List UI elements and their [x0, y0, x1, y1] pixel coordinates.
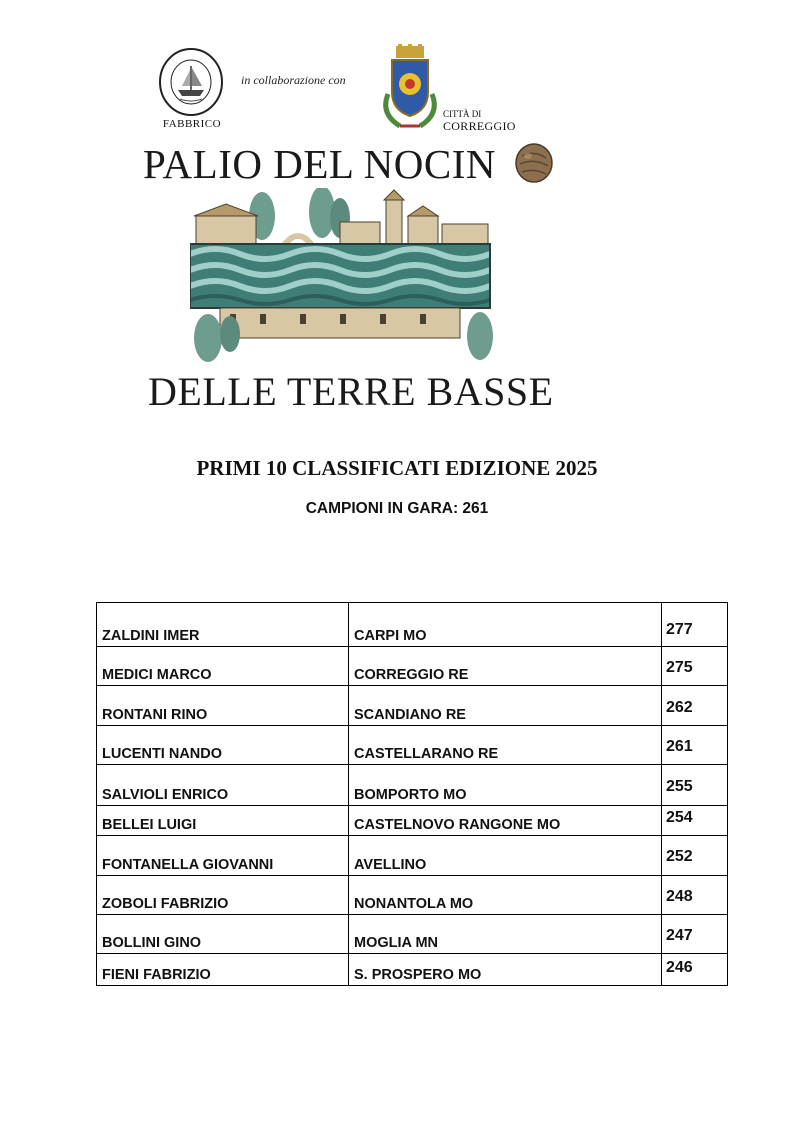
competitor-place: BOMPORTO MO [349, 765, 662, 806]
competitor-place: SCANDIANO RE [349, 686, 662, 726]
competitor-score: 246 [662, 954, 728, 986]
seal-caption: FABBRICO [162, 118, 222, 130]
table-row [97, 647, 728, 686]
competitor-name: ZALDINI IMER [97, 603, 349, 647]
town-river-illustration [190, 188, 504, 364]
competitor-name: BELLEI LUIGI [97, 806, 349, 836]
table-row [97, 806, 728, 836]
competitor-name: SALVIOLI ENRICO [97, 765, 349, 806]
competitor-name: MEDICI MARCO [97, 647, 349, 686]
competitor-score: 277 [662, 603, 728, 647]
competitor-score: 254 [662, 806, 728, 836]
competitor-place: CARPI MO [349, 603, 662, 647]
event-title-bottom: DELLE TERRE BASSE [148, 369, 554, 414]
compagnia-seal-logo [156, 46, 226, 118]
competitor-score: 247 [662, 915, 728, 954]
competitor-place: CORREGGIO RE [349, 647, 662, 686]
city-label [443, 108, 516, 132]
competitor-place: NONANTOLA MO [349, 876, 662, 915]
event-title-top: PALIO DEL NOCIN [143, 141, 496, 187]
competitor-name: BOLLINI GINO [97, 915, 349, 954]
competitor-place: S. PROSPERO MO [349, 954, 662, 986]
competitor-score: 252 [662, 836, 728, 876]
competitor-score: 275 [662, 647, 728, 686]
table-row [97, 915, 728, 954]
city-line-2: CORREGGIO [443, 119, 516, 133]
city-line-1: CITTÀ DI [443, 109, 482, 119]
table-row [97, 603, 728, 647]
collaboration-text: in collaborazione con [241, 73, 346, 87]
competitor-place: CASTELNOVO RANGONE MO [349, 806, 662, 836]
table-row [97, 686, 728, 726]
table-row [97, 765, 728, 806]
table-row [97, 876, 728, 915]
table-row [97, 726, 728, 765]
correggio-coat-of-arms [374, 44, 446, 136]
competitor-score: 248 [662, 876, 728, 915]
table-row [97, 954, 728, 986]
competitor-place: MOGLIA MN [349, 915, 662, 954]
walnut-icon [514, 142, 554, 184]
competitor-name: ZOBOLI FABRIZIO [97, 876, 349, 915]
participants-count: CAMPIONI IN GARA: 261 [305, 500, 489, 517]
competitor-name: LUCENTI NANDO [97, 726, 349, 765]
competitor-name: FIENI FABRIZIO [97, 954, 349, 986]
competitor-place: CASTELLARANO RE [349, 726, 662, 765]
table-row [97, 836, 728, 876]
competitor-name: RONTANI RINO [97, 686, 349, 726]
results-table [96, 602, 728, 986]
results-heading: PRIMI 10 CLASSIFICATI EDIZIONE 2025 [196, 456, 598, 480]
competitor-name: FONTANELLA GIOVANNI [97, 836, 349, 876]
competitor-score: 262 [662, 686, 728, 726]
competitor-score: 255 [662, 765, 728, 806]
competitor-place: AVELLINO [349, 836, 662, 876]
competitor-score: 261 [662, 726, 728, 765]
